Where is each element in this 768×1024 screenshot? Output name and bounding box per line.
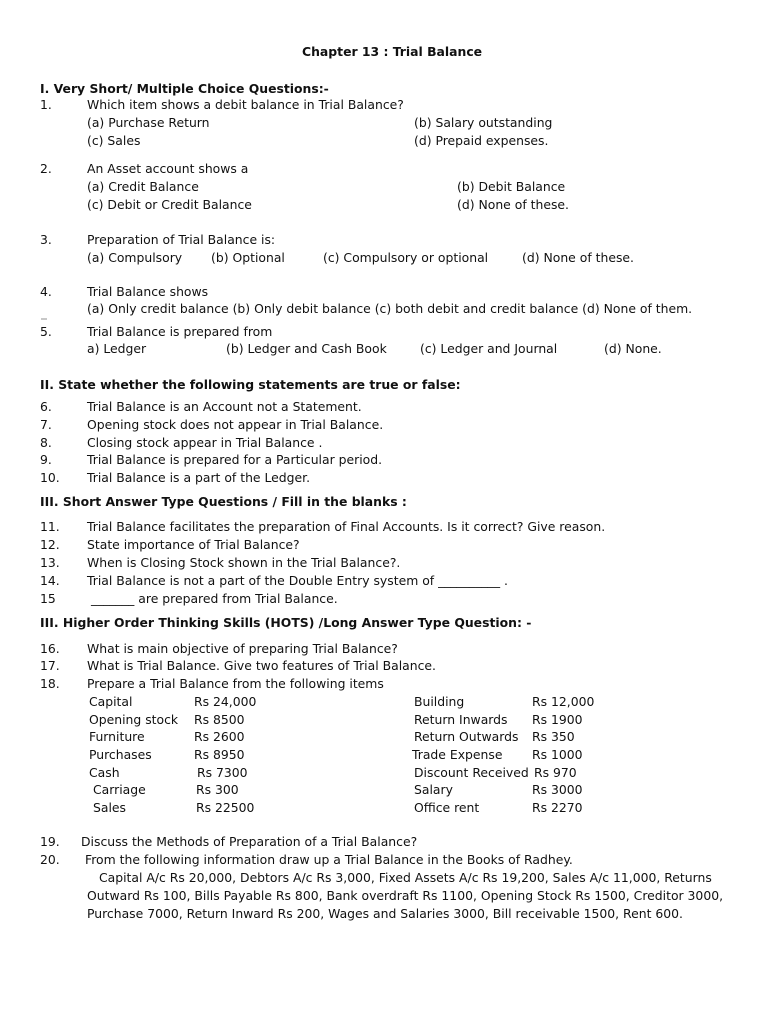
option-d: (d) None of these.: [522, 250, 634, 265]
divider: [41, 318, 47, 320]
table-row-right-name: Building: [414, 694, 465, 709]
question-detail-line: Capital A/c Rs 20,000, Debtors A/c Rs 3,000, Fixed Assets A/c Rs 19,200, Sales A/c 11,000, Returns: [99, 870, 712, 885]
question-text: What is Trial Balance. Give two features of Trial Balance.: [87, 658, 436, 673]
question-number: 17.: [40, 658, 60, 673]
table-row-left-name: Sales: [93, 800, 126, 815]
question-text: An Asset account shows a: [87, 161, 249, 176]
question-number: 2.: [40, 161, 52, 176]
table-row-right-amount: Rs 1000: [532, 747, 583, 762]
table-row-right-amount: Rs 3000: [532, 782, 583, 797]
question-number: 11.: [40, 519, 60, 534]
question-number: 16.: [40, 641, 60, 656]
question-text: Trial Balance is not a part of the Double Entry system of __________ .: [87, 573, 508, 588]
question-text: Closing stock appear in Trial Balance .: [87, 435, 323, 450]
question-number: 7.: [40, 417, 52, 432]
question-number: 3.: [40, 232, 52, 247]
table-row-left-amount: Rs 24,000: [194, 694, 257, 709]
table-row-right-name: Discount Received: [414, 765, 529, 780]
table-row-right-name: Salary: [414, 782, 453, 797]
question-text: Preparation of Trial Balance is:: [87, 232, 276, 247]
table-row-left-name: Capital: [89, 694, 133, 709]
question-text: From the following information draw up a Trial Balance in the Books of Radhey.: [85, 852, 573, 867]
question-text: Trial Balance is a part of the Ledger.: [87, 470, 311, 485]
question-text: Trial Balance is prepared from: [87, 324, 273, 339]
question-number: 6.: [40, 399, 52, 414]
table-row-right-amount: Rs 12,000: [532, 694, 595, 709]
option-b: (b) Ledger and Cash Book: [226, 341, 387, 356]
question-text: Opening stock does not appear in Trial Balance.: [87, 417, 384, 432]
option-a: (a) Credit Balance: [87, 179, 199, 194]
table-row-left-name: Furniture: [89, 729, 145, 744]
option-a: (a) Purchase Return: [87, 115, 210, 130]
option-b: (b) Debit Balance: [457, 179, 566, 194]
question-text: Trial Balance shows: [87, 284, 209, 299]
question-number: 9.: [40, 452, 52, 467]
table-row-right-amount: Rs 970: [534, 765, 577, 780]
question-number: 18.: [40, 676, 60, 691]
question-number: 5.: [40, 324, 52, 339]
table-row-right-name: Trade Expense: [412, 747, 503, 762]
question-text: When is Closing Stock shown in the Trial Balance?.: [87, 555, 401, 570]
page-title: Chapter 13 : Trial Balance: [302, 44, 483, 59]
question-text: What is main objective of preparing Trial Balance?: [87, 641, 398, 656]
question-text: Trial Balance is an Account not a Statement.: [87, 399, 362, 414]
question-number: 13.: [40, 555, 60, 570]
table-row-left-name: Opening stock: [89, 712, 179, 727]
section-heading: III. Short Answer Type Questions / Fill in the blanks :: [40, 494, 407, 509]
question-number: 8.: [40, 435, 52, 450]
table-row-right-name: Office rent: [414, 800, 480, 815]
table-row-left-amount: Rs 22500: [196, 800, 255, 815]
question-number: 1.: [40, 97, 52, 112]
table-row-left-amount: Rs 8500: [194, 712, 245, 727]
table-row-left-amount: Rs 2600: [194, 729, 245, 744]
table-row-left-name: Cash: [89, 765, 120, 780]
options-line: (a) Only credit balance (b) Only debit balance (c) both debit and credit balance (d) None of them.: [87, 301, 693, 316]
question-number: 20.: [40, 852, 60, 867]
question-number: 14.: [40, 573, 60, 588]
table-row-left-amount: Rs 300: [196, 782, 239, 797]
option-c: (c) Ledger and Journal: [420, 341, 558, 356]
option-d: (d) None.: [604, 341, 662, 356]
question-text: State importance of Trial Balance?: [87, 537, 300, 552]
table-row-right-amount: Rs 350: [532, 729, 575, 744]
option-d: (d) Prepaid expenses.: [414, 133, 549, 148]
option-c: (c) Compulsory or optional: [323, 250, 489, 265]
question-detail-line: Outward Rs 100, Bills Payable Rs 800, Bank overdraft Rs 1100, Opening Stock Rs 1500, Creditor 3000,: [87, 888, 724, 903]
table-row-left-amount: Rs 7300: [197, 765, 248, 780]
option-b: (b) Optional: [211, 250, 285, 265]
option-a: a) Ledger: [87, 341, 147, 356]
option-a: (a) Compulsory: [87, 250, 183, 265]
option-c: (c) Sales: [87, 133, 141, 148]
question-text: Discuss the Methods of Preparation of a Trial Balance?: [81, 834, 418, 849]
question-text: Which item shows a debit balance in Trial Balance?: [87, 97, 404, 112]
question-text: _______ are prepared from Trial Balance.: [91, 591, 338, 606]
question-number: 19.: [40, 834, 60, 849]
question-text: Prepare a Trial Balance from the following items: [87, 676, 384, 691]
question-text: Trial Balance is prepared for a Particular period.: [87, 452, 383, 467]
table-row-left-name: Carriage: [93, 782, 146, 797]
question-text: Trial Balance facilitates the preparation of Final Accounts. Is it correct? Give reason.: [87, 519, 606, 534]
table-row-right-name: Return Inwards: [414, 712, 508, 727]
option-c: (c) Debit or Credit Balance: [87, 197, 252, 212]
table-row-right-name: Return Outwards: [414, 729, 519, 744]
question-number: 15: [40, 591, 56, 606]
question-detail-line: Purchase 7000, Return Inward Rs 200, Wages and Salaries 3000, Bill receivable 1500, Rent 600.: [87, 906, 683, 921]
question-number: 12.: [40, 537, 60, 552]
question-number: 10.: [40, 470, 60, 485]
table-row-left-name: Purchases: [89, 747, 152, 762]
section-heading: I. Very Short/ Multiple Choice Questions:-: [40, 81, 329, 96]
table-row-left-amount: Rs 8950: [194, 747, 245, 762]
question-number: 4.: [40, 284, 52, 299]
table-row-right-amount: Rs 1900: [532, 712, 583, 727]
table-row-right-amount: Rs 2270: [532, 800, 583, 815]
section-heading: III. Higher Order Thinking Skills (HOTS) /Long Answer Type Question: -: [40, 615, 532, 630]
section-heading: II. State whether the following statements are true or false:: [40, 377, 461, 392]
option-b: (b) Salary outstanding: [414, 115, 553, 130]
option-d: (d) None of these.: [457, 197, 569, 212]
